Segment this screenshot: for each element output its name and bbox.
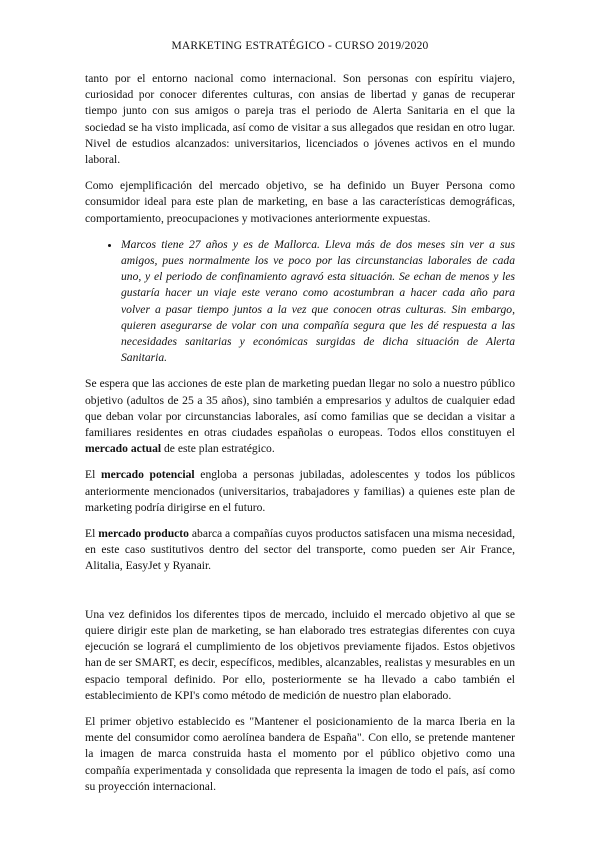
bold-term-mercado-producto: mercado producto bbox=[98, 527, 189, 541]
paragraph-first-objective: El primer objetivo establecido es "Mantener el posicionamiento de la marca Iberia en la mente del consumidor como aerolínea bandera de España". Con ello, se pretende mantener la imagen de marca construida hasta el momento por el público objetivo como una compañía experimentada y consolidada que representa la imagen de todo el país, así como su proyección internacional. bbox=[85, 714, 515, 793]
paragraph-strategies: Una vez definidos los diferentes tipos de mercado, incluido el mercado objetivo al que se quiere dirigir este plan de marketing, se han elaborado tres estrategias diferentes con cuya ejecución se logrará el cumplimiento de los objetivos previamente fijados. Estos objetivos han de ser SMART, es decir, específicos, medibles, alcanzables, realistas y mesurables en un espacio temporal definido. Por ello, posteriormente se ha llevado a cabo también el establecimiento de KPI's como método de medición de nuestro plan elaborado. bbox=[85, 607, 515, 702]
text-run: de este plan estratégico. bbox=[161, 442, 275, 456]
page-header: MARKETING ESTRATÉGICO - CURSO 2019/2020 bbox=[171, 40, 429, 52]
paragraph-buyer-persona: Como ejemplificación del mercado objetivo, se ha definido un Buyer Persona como consumidor ideal para este plan de marketing, en base a las características demográficas, comportamiento, preocupaciones y motivaciones anteriormente expuestas. bbox=[85, 179, 515, 225]
buyer-persona-item: • Marcos tiene 27 años y es de Mallorca. Lleva más de dos meses sin ver a sus amigos, pues normalmente los ve poco por las circunstancias laborales de cada uno, y el periodo de confinamiento agravó esta situación. Se echan de menos y les gustaría hacer un viaje este verano como acostumbran a hacer cada año para volver a pasar tiempo juntos a la vez que conocen otras culturas. Sin embargo, quieren asegurarse de volar con una compañía segura que les dé respuesta a las necesidades sanitarias y económicas surgidas de dicha situación de Alerta Sanitaria. bbox=[121, 237, 515, 367]
text-run: Se espera que las acciones de este plan de marketing puedan llegar no solo a nuestro público objetivo (adultos de 25 a 35 años), sino también a empresarios y adultos de cualquier edad que deban volar por circunstancias laborales, así como familias que se decidan a visitar a familiares residentes en otras ciudades españolas o europeas. Todos ellos constituyen el bbox=[85, 377, 515, 440]
text-run: abarca a compañías cuyos productos satisfacen una misma necesidad, en este caso sustitutivos dentro del sector del transporte, como pueden ser Air France, Alitalia, EasyJet y Ryanair. bbox=[85, 527, 515, 573]
paragraph-mercado-producto bbox=[85, 526, 515, 575]
bold-term-mercado-potencial: mercado potencial bbox=[100, 468, 195, 482]
paragraph-mercado-potencial bbox=[85, 467, 515, 516]
paragraph-target-audience: tanto por el entorno nacional como internacional. Son personas con espíritu viajero, curiosidad por conocer diferentes culturas, con ansias de libertad y ganas de recuperar tiempo junto con sus amigos o pareja tras el periodo de Alerta Sanitaria en el que la sociedad se ha visto implicada, así como de visitar a sus allegados que residan en otro lugar. Nivel de estudios alcanzados: universitarios, licenciados o jóvenes activos en el mundo laboral. bbox=[85, 72, 515, 167]
paragraph-mercado-actual bbox=[85, 376, 515, 457]
section-spacer bbox=[85, 585, 515, 607]
text-run: engloba a personas jubiladas, adolescentes y todos los públicos anteriormente mencionados (universitarios, trabajadores y familias) a quienes este plan de marketing podría dirigirse en el futuro. bbox=[85, 468, 515, 514]
text-run: El bbox=[85, 468, 101, 482]
buyer-persona-list bbox=[85, 237, 515, 367]
bold-term-mercado-actual: mercado actual bbox=[85, 442, 162, 456]
page-body bbox=[85, 71, 515, 805]
text-run: El bbox=[85, 527, 99, 541]
